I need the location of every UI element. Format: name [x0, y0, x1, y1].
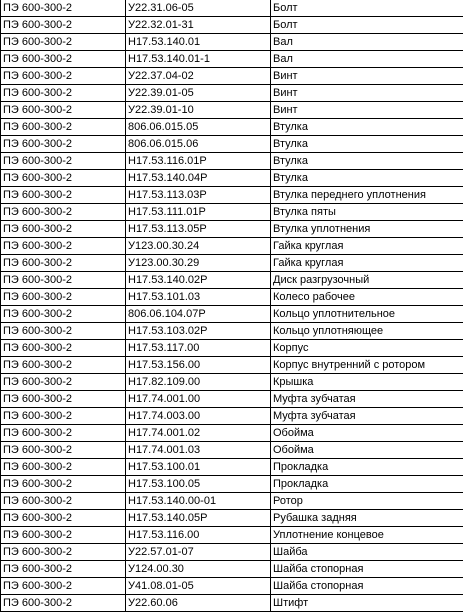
table-row [1, 85, 463, 102]
part-number-cell[interactable]: Н17.74.001.03 [126, 442, 271, 459]
table-row [1, 68, 463, 85]
part-number-cell[interactable]: Н17.53.100.01 [126, 459, 271, 476]
part-number-cell[interactable]: У124.00.30 [126, 561, 271, 578]
part-name-cell[interactable]: Винт [271, 102, 463, 119]
table-row [1, 238, 463, 255]
table-row [1, 493, 463, 510]
table-row [1, 476, 463, 493]
table-row [1, 425, 463, 442]
table-row [1, 272, 463, 289]
model-cell[interactable]: ПЭ 600-300-2 [1, 544, 126, 561]
part-name-cell[interactable]: Корпус [271, 340, 463, 357]
part-number-cell[interactable]: 806.06.015.06 [126, 136, 271, 153]
table-row [1, 323, 463, 340]
model-cell[interactable]: ПЭ 600-300-2 [1, 272, 126, 289]
model-cell[interactable]: ПЭ 600-300-2 [1, 85, 126, 102]
table-row [1, 408, 463, 425]
model-cell[interactable]: ПЭ 600-300-2 [1, 51, 126, 68]
table-row [1, 0, 463, 17]
part-number-cell[interactable]: Н17.53.101.03 [126, 289, 271, 306]
part-number-cell[interactable]: У123.00.30.24 [126, 238, 271, 255]
part-number-cell[interactable]: Н17.53.140.01-1 [126, 51, 271, 68]
table-row [1, 527, 463, 544]
model-cell[interactable]: ПЭ 600-300-2 [1, 102, 126, 119]
model-cell[interactable]: ПЭ 600-300-2 [1, 34, 126, 51]
model-cell[interactable]: ПЭ 600-300-2 [1, 187, 126, 204]
part-number-cell[interactable]: Н17.53.116.00 [126, 527, 271, 544]
part-number-cell[interactable]: 806.06.015.05 [126, 119, 271, 136]
part-number-cell[interactable]: Н17.53.140.00-01 [126, 493, 271, 510]
table-row [1, 510, 463, 527]
model-cell[interactable]: ПЭ 600-300-2 [1, 68, 126, 85]
table-row [1, 136, 463, 153]
table-row [1, 102, 463, 119]
part-name-cell[interactable]: Шайба [271, 544, 463, 561]
model-cell[interactable]: ПЭ 600-300-2 [1, 255, 126, 272]
part-number-cell[interactable]: Н17.74.001.00 [126, 391, 271, 408]
part-number-cell[interactable]: Н17.74.001.02 [126, 425, 271, 442]
part-number-cell[interactable]: Н17.53.140.05Р [126, 510, 271, 527]
part-number-cell[interactable]: У22.57.01-07 [126, 544, 271, 561]
table-row [1, 561, 463, 578]
model-cell[interactable]: ПЭ 600-300-2 [1, 510, 126, 527]
part-name-cell[interactable]: Крышка [271, 374, 463, 391]
part-name-cell[interactable]: Вал [271, 51, 463, 68]
part-name-cell[interactable]: Шайба стопорная [271, 561, 463, 578]
part-name-cell[interactable]: Втулка [271, 136, 463, 153]
part-number-cell[interactable]: Н17.53.140.04Р [126, 170, 271, 187]
model-cell[interactable]: ПЭ 600-300-2 [1, 289, 126, 306]
table-row [1, 204, 463, 221]
part-number-cell[interactable]: Н17.53.103.02Р [126, 323, 271, 340]
table-row [1, 34, 463, 51]
table-row [1, 170, 463, 187]
model-cell[interactable]: ПЭ 600-300-2 [1, 119, 126, 136]
table-row [1, 595, 463, 612]
model-cell[interactable]: ПЭ 600-300-2 [1, 595, 126, 612]
part-name-cell[interactable]: Болт [271, 0, 463, 17]
part-number-cell[interactable]: У22.31.06-05 [126, 0, 271, 17]
table-row [1, 357, 463, 374]
part-number-cell[interactable]: Н17.53.113.03Р [126, 187, 271, 204]
part-name-cell[interactable]: Втулка уплотнения [271, 221, 463, 238]
table-row [1, 153, 463, 170]
part-name-cell[interactable]: Втулка [271, 170, 463, 187]
part-name-cell[interactable]: Прокладка [271, 459, 463, 476]
part-name-cell[interactable]: Обойма [271, 425, 463, 442]
model-cell[interactable]: ПЭ 600-300-2 [1, 0, 126, 17]
part-name-cell[interactable]: Муфта зубчатая [271, 408, 463, 425]
part-number-cell[interactable]: У22.60.06 [126, 595, 271, 612]
model-cell[interactable]: ПЭ 600-300-2 [1, 340, 126, 357]
part-number-cell[interactable]: Н17.53.100.05 [126, 476, 271, 493]
part-number-cell[interactable]: 806.06.104.07Р [126, 306, 271, 323]
table-row [1, 306, 463, 323]
part-name-cell[interactable]: Обойма [271, 442, 463, 459]
model-cell[interactable]: ПЭ 600-300-2 [1, 391, 126, 408]
part-number-cell[interactable]: Н17.53.156.00 [126, 357, 271, 374]
part-number-cell[interactable]: У22.39.01-10 [126, 102, 271, 119]
part-name-cell[interactable]: Диск разгрузочный [271, 272, 463, 289]
part-number-cell[interactable]: Н17.53.111.01Р [126, 204, 271, 221]
model-cell[interactable]: ПЭ 600-300-2 [1, 238, 126, 255]
part-number-cell[interactable]: Н17.53.116.01Р [126, 153, 271, 170]
part-name-cell[interactable]: Шайба стопорная [271, 578, 463, 595]
table-row [1, 289, 463, 306]
part-name-cell[interactable]: Штифт [271, 595, 463, 612]
part-number-cell[interactable]: У41.08.01-05 [126, 578, 271, 595]
model-cell[interactable]: ПЭ 600-300-2 [1, 408, 126, 425]
part-name-cell[interactable]: Втулка пяты [271, 204, 463, 221]
part-number-cell[interactable]: Н17.53.117.00 [126, 340, 271, 357]
part-number-cell[interactable]: У22.37.04-02 [126, 68, 271, 85]
model-cell[interactable]: ПЭ 600-300-2 [1, 17, 126, 34]
part-name-cell[interactable]: Муфта зубчатая [271, 391, 463, 408]
table-row [1, 391, 463, 408]
part-name-cell[interactable]: Колесо рабочее [271, 289, 463, 306]
part-name-cell[interactable]: Уплотнение концевое [271, 527, 463, 544]
model-cell[interactable]: ПЭ 600-300-2 [1, 306, 126, 323]
model-cell[interactable]: ПЭ 600-300-2 [1, 357, 126, 374]
part-name-cell[interactable]: Втулка переднего уплотнения [271, 187, 463, 204]
part-name-cell[interactable]: Рубашка задняя [271, 510, 463, 527]
table-row [1, 544, 463, 561]
part-name-cell[interactable]: Корпус внутренний с ротором [271, 357, 463, 374]
model-cell[interactable]: ПЭ 600-300-2 [1, 459, 126, 476]
model-cell[interactable]: ПЭ 600-300-2 [1, 578, 126, 595]
part-number-cell[interactable]: Н17.82.109.00 [126, 374, 271, 391]
part-number-cell[interactable]: У22.39.01-05 [126, 85, 271, 102]
model-cell[interactable]: ПЭ 600-300-2 [1, 136, 126, 153]
part-name-cell[interactable]: Прокладка [271, 476, 463, 493]
part-name-cell[interactable]: Втулка [271, 119, 463, 136]
table-row [1, 374, 463, 391]
table-row [1, 255, 463, 272]
part-name-cell[interactable]: Кольцо уплотняющее [271, 323, 463, 340]
part-name-cell[interactable]: Вал [271, 34, 463, 51]
parts-table-body [1, 0, 463, 612]
table-row [1, 221, 463, 238]
part-number-cell[interactable]: Н17.74.003.00 [126, 408, 271, 425]
table-row [1, 51, 463, 68]
model-cell[interactable]: ПЭ 600-300-2 [1, 425, 126, 442]
model-cell[interactable]: ПЭ 600-300-2 [1, 527, 126, 544]
model-cell[interactable]: ПЭ 600-300-2 [1, 153, 126, 170]
part-number-cell[interactable]: Н17.53.140.02Р [126, 272, 271, 289]
part-name-cell[interactable]: Винт [271, 85, 463, 102]
table-row [1, 119, 463, 136]
part-name-cell[interactable]: Болт [271, 17, 463, 34]
table-row [1, 442, 463, 459]
model-cell[interactable]: ПЭ 600-300-2 [1, 374, 126, 391]
table-row [1, 187, 463, 204]
model-cell[interactable]: ПЭ 600-300-2 [1, 442, 126, 459]
part-name-cell[interactable]: Кольцо уплотнительное [271, 306, 463, 323]
model-cell[interactable]: ПЭ 600-300-2 [1, 476, 126, 493]
model-cell[interactable]: ПЭ 600-300-2 [1, 561, 126, 578]
table-row [1, 340, 463, 357]
model-cell[interactable]: ПЭ 600-300-2 [1, 170, 126, 187]
part-number-cell[interactable]: Н17.53.140.01 [126, 34, 271, 51]
table-row [1, 459, 463, 476]
part-name-cell[interactable]: Втулка [271, 153, 463, 170]
part-name-cell[interactable]: Гайка круглая [271, 255, 463, 272]
part-number-cell[interactable]: У123.00.30.29 [126, 255, 271, 272]
model-cell[interactable]: ПЭ 600-300-2 [1, 493, 126, 510]
model-cell[interactable]: ПЭ 600-300-2 [1, 323, 126, 340]
part-name-cell[interactable]: Винт [271, 68, 463, 85]
model-cell[interactable]: ПЭ 600-300-2 [1, 204, 126, 221]
part-name-cell[interactable]: Гайка круглая [271, 238, 463, 255]
part-number-cell[interactable]: У22.32.01-31 [126, 17, 271, 34]
table-row [1, 17, 463, 34]
part-number-cell[interactable]: Н17.53.113.05Р [126, 221, 271, 238]
model-cell[interactable]: ПЭ 600-300-2 [1, 221, 126, 238]
table-row [1, 578, 463, 595]
part-name-cell[interactable]: Ротор [271, 493, 463, 510]
